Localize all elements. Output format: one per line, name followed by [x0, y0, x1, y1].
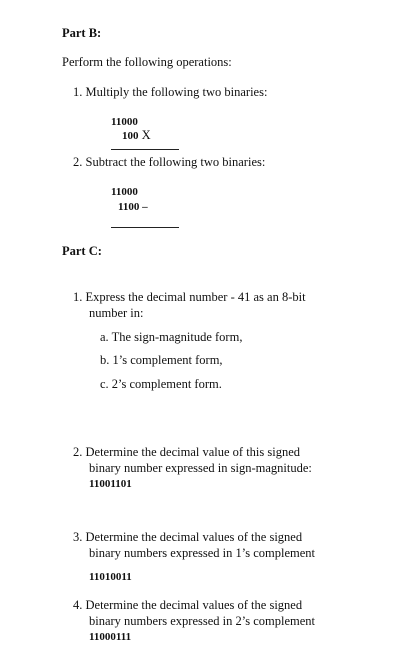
- part-b-q2-operand-1: 11000: [111, 186, 138, 198]
- part-c-q2-line-1: 2. Determine the decimal value of this signed: [73, 445, 301, 459]
- part-c-q1-option-c: c. 2’s complement form.: [100, 377, 222, 391]
- part-c-q1-option-a: a. The sign-magnitude form,: [100, 330, 243, 344]
- part-b-q1-operand-2: 100 X: [122, 128, 151, 142]
- part-c-heading: Part C:: [62, 244, 102, 258]
- part-b-instruction: Perform the following operations:: [62, 55, 232, 69]
- part-c-q4-line-1: 4. Determine the decimal values of the signed: [73, 598, 303, 612]
- part-b-q1-answer-line: [111, 149, 179, 150]
- part-b-heading: Part B:: [62, 26, 102, 40]
- part-b-q1-operand-1: 11000: [111, 116, 138, 128]
- part-b-q2-prompt: 2. Subtract the following two binaries:: [73, 155, 266, 169]
- part-c-q2-binary-value: 11001101: [89, 478, 132, 490]
- part-c-q3-line-1: 3. Determine the decimal values of the signed: [73, 530, 303, 544]
- part-c-q1-prompt-line-2: number in:: [89, 306, 144, 320]
- part-c-q1-prompt-line-1: 1. Express the decimal number - 41 as an 8-bit: [73, 290, 306, 304]
- part-b-q2-answer-line: [111, 227, 179, 228]
- part-c-q2-line-2: binary number expressed in sign-magnitude:: [89, 461, 312, 475]
- multiply-operator: X: [141, 128, 151, 142]
- part-c-q1-option-b: b. 1’s complement form,: [100, 353, 223, 367]
- part-c-q4-binary-value: 11000111: [89, 631, 132, 643]
- part-c-q3-binary-value: 11010011: [89, 571, 132, 583]
- part-c-q3-line-2: binary numbers expressed in 1’s complement: [89, 546, 315, 560]
- part-c-q4-line-2: binary numbers expressed in 2’s complement: [89, 614, 315, 628]
- part-b-q1-prompt: 1. Multiply the following two binaries:: [73, 85, 268, 99]
- part-b-q2-operand-2: 1100 –: [118, 201, 148, 213]
